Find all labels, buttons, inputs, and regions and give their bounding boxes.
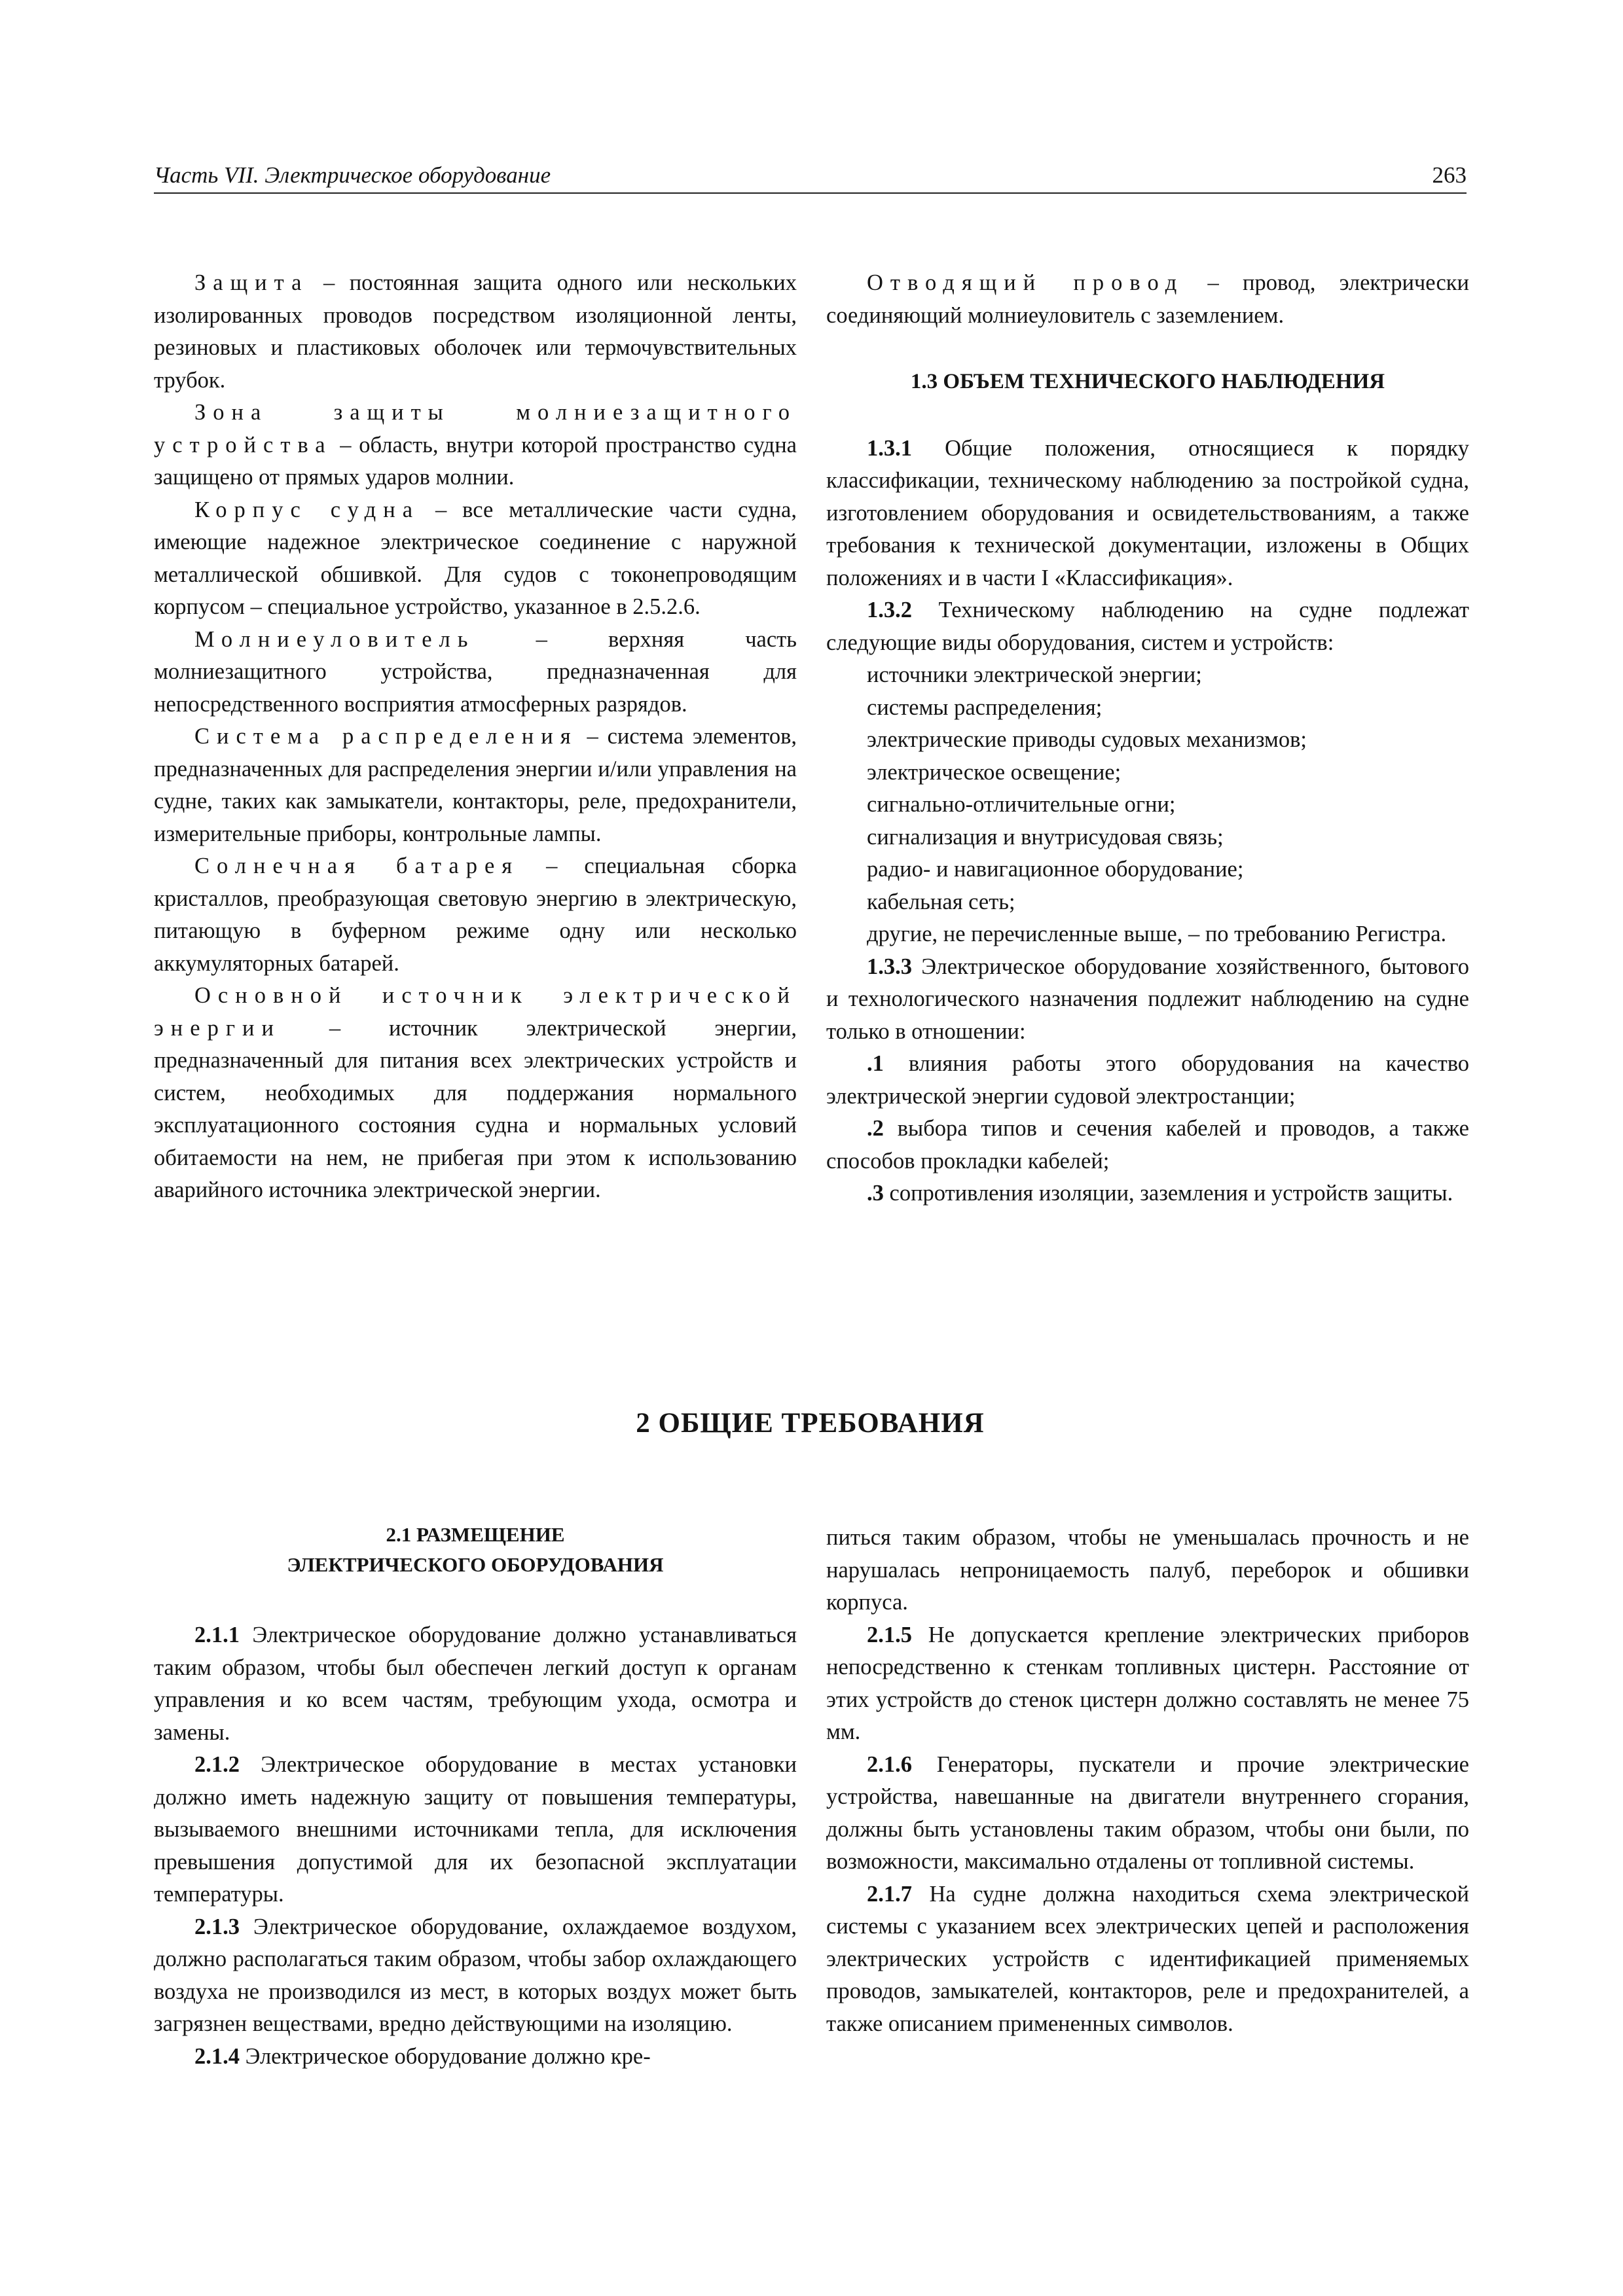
- definition-term: Отводящий провод: [867, 270, 1184, 295]
- list-item: электрическое освещение;: [867, 759, 1122, 785]
- definition-term: Зона защиты молниезащитного устройства: [154, 400, 797, 457]
- subclause-number: .1: [867, 1051, 884, 1076]
- list-item-last: другие, не перечисленные выше, – по требованию Регистра.: [867, 922, 1447, 946]
- subclause-number: .3: [867, 1181, 884, 1206]
- clause-text: На судне должна находиться схема электрической системы с указанием всех электрических цепей и расположения электрических устройств с идентификацией применяемых проводов, замыкателей, контакторов, реле и предохранителей, а также описанием примененных символов.: [826, 1881, 1469, 2036]
- clause-1-3-2: [826, 594, 1469, 659]
- definition-paragraph: [154, 850, 797, 980]
- clause-number: 2.1.3: [194, 1914, 240, 1939]
- subclause-2: [826, 1113, 1469, 1177]
- clause-text: Электрическое оборудование должно устанавливаться таким образом, чтобы был обеспечен легкий доступ к органам управления и ко всем частям, требующим ухода, осмотра и замены.: [154, 1623, 797, 1745]
- clause-text: Техническому наблюдению на судне подлежат следующие виды оборудования, систем и устройств:: [826, 598, 1469, 655]
- clause-number: 2.1.1: [194, 1623, 240, 1647]
- clause-continuation: питься таким образом, чтобы не уменьшалась прочность и не нарушалась непроницаемость палуб, переборок и обшивки корпуса.: [826, 1525, 1469, 1615]
- list-item: источники электрической энергии;: [867, 662, 1202, 687]
- clause-number: 2.1.4: [194, 2043, 240, 2069]
- section-heading-line: ЭЛЕКТРИЧЕСКОГО ОБОРУДОВАНИЯ: [287, 1553, 664, 1576]
- definition-term: Защита: [194, 270, 309, 295]
- list-item: радио- и навигационное оборудование;: [867, 857, 1244, 882]
- definition-text: – все металлические части судна, имеющие надежное электрическое соединение с наружной металлической обшивкой. Для судов с токонепроводящим корпусом – специальное устройство, указанное в 2.5.2.6.: [154, 497, 797, 619]
- definition-term: Молниеуловитель: [194, 626, 475, 652]
- clause-text: Электрическое оборудование хозяйственного, бытового и технологического назначения подлежит наблюдению на судне только в отношении:: [826, 954, 1469, 1044]
- list-item: кабельная сеть;: [867, 889, 1015, 914]
- section-heading-1-3: 1.3 ОБЪЕМ ТЕХНИЧЕСКОГО НАБЛЮДЕНИЯ: [910, 370, 1385, 393]
- clause-text: Электрическое оборудование должно кре-: [240, 2043, 651, 2069]
- section-heading-2-1: [154, 1520, 797, 1580]
- clause-1-3-1: [826, 433, 1469, 595]
- clause-text: Генераторы, пускатели и прочие электрические устройства, навешанные на двигатели внутреннего сгорания, должны быть установлены таким образом, чтобы они были, по возможности, максимально отдалены от топливной системы.: [826, 1751, 1469, 1874]
- definition-paragraph: [154, 980, 797, 1207]
- definition-text: – система элементов, предназначенных для распределения энергии и/или управления на судне, таких как замыкатели, контакторы, реле, предохранители, измерительные приборы, контрольные лампы.: [154, 724, 797, 846]
- clause-number: 2.1.5: [867, 1622, 912, 1647]
- definition-term: Солнечная батарея: [194, 853, 520, 878]
- subclause-text: влияния работы этого оборудования на качество электрической энергии судовой электростанции;: [826, 1051, 1469, 1109]
- list-item: электрические приводы судовых механизмов;: [867, 727, 1307, 752]
- subclause-3: [826, 1177, 1469, 1210]
- definition-text: – провод, электрически соединяющий молниеуловитель с заземлением.: [826, 270, 1469, 328]
- definitions-column-left: [154, 267, 797, 1207]
- clause-2-1-1: [154, 1619, 797, 1749]
- clause-2-1-3: [154, 1911, 797, 2041]
- chapter-title: 2 ОБЩИЕ ТРЕБОВАНИЯ: [636, 1408, 985, 1439]
- clause-number: 1.3.1: [867, 435, 912, 461]
- definition-paragraph: [154, 721, 797, 850]
- clause-text: Электрическое оборудование, охлаждаемое воздухом, должно располагаться таким образом, чтобы забор охлаждающего воздуха не производился из мест, в которых воздух может быть загрязнен веществами, вредно действующими на изоляцию.: [154, 1914, 797, 2036]
- subclause-text: сопротивления изоляции, заземления и устройств защиты.: [883, 1181, 1453, 1206]
- definition-paragraph: [154, 624, 797, 721]
- list-item: сигнализация и внутрисудовая связь;: [867, 824, 1224, 850]
- clause-2-1-5: [826, 1619, 1469, 1749]
- clause-number: 1.3.3: [867, 954, 912, 979]
- clause-2-1-4: [154, 2041, 797, 2073]
- clause-number: 2.1.7: [867, 1881, 912, 1907]
- subclause-1: [826, 1048, 1469, 1113]
- clause-text: Электрическое оборудование в местах установки должно иметь надежную защиту от повышения температуры, вызываемого внешними источниками тепла, для исключения превышения допустимой для их безопасной эксплуатации температуры.: [154, 1752, 797, 1907]
- subclause-text: выбора типов и сечения кабелей и проводов, а также способов прокладки кабелей;: [826, 1116, 1469, 1174]
- definition-paragraph: [154, 267, 797, 397]
- definition-text: – источник электрической энергии, предназначенный для питания всех электрических устройств и систем, необходимых для поддержания нормального эксплуатационного состояния судна и нормальных условий обитаемости на нем, не прибегая при этом к использованию аварийного источника электрической энергии.: [154, 1015, 797, 1202]
- subclause-number: .2: [867, 1116, 884, 1141]
- requirements-column-left: [154, 1619, 797, 2073]
- clause-number: 2.1.2: [194, 1752, 240, 1777]
- definition-term: Основной источник электрической энергии: [154, 983, 797, 1041]
- running-title: Часть VII. Электрическое оборудование: [154, 162, 551, 188]
- clause-number: 2.1.6: [867, 1751, 912, 1777]
- definition-term: Система распределения: [194, 724, 578, 749]
- definitions-column-right: [826, 267, 1469, 1210]
- clause-2-1-2: [154, 1749, 797, 1911]
- running-header: [154, 158, 1467, 194]
- definition-text: – постоянная защита одного или нескольких изолированных проводов посредством изоляционной ленты, резиновых и пластиковых оболочек или термочувствительных трубок.: [154, 270, 797, 393]
- clause-text: Не допускается крепление электрических приборов непосредственно к стенкам топливных цистерн. Расстояние от этих устройств до стенок цистерн должно составлять не менее 75 мм.: [826, 1622, 1469, 1744]
- clause-1-3-3: [826, 951, 1469, 1049]
- clause-number: 1.3.2: [867, 598, 912, 622]
- page-number: 263: [1432, 162, 1467, 188]
- definition-text: – область, внутри которой пространство судна защищено от прямых ударов молнии.: [154, 432, 797, 490]
- definition-text: – специальная сборка кристаллов, преобразующая световую энергию в электрическую, питающую в буферном режиме одну или несколько аккумуляторных батарей.: [154, 853, 797, 976]
- clause-text: Общие положения, относящиеся к порядку классификации, техническому наблюдению за постройкой судна, изготовлением оборудования и освидетельствованиям, а также требования к технической документации, изложены в Общих положениях и в части I «Классификация».: [826, 435, 1469, 590]
- section-heading-line: 2.1 РАЗМЕЩЕНИЕ: [386, 1523, 565, 1546]
- clause-2-1-6: [826, 1749, 1469, 1878]
- list-item: системы распределения;: [867, 694, 1103, 720]
- definition-paragraph: [154, 397, 797, 494]
- definition-paragraph: [826, 267, 1469, 332]
- definition-term: Корпус судна: [194, 497, 420, 522]
- requirements-column-right: [826, 1522, 1469, 2040]
- list-item: сигнально-отличительные огни;: [867, 792, 1176, 817]
- clause-2-1-7: [826, 1878, 1469, 2041]
- definition-paragraph: [154, 494, 797, 624]
- definition-text: – верхняя часть молниезащитного устройства, предназначенная для непосредственного восприятия атмосферных разрядов.: [154, 626, 797, 717]
